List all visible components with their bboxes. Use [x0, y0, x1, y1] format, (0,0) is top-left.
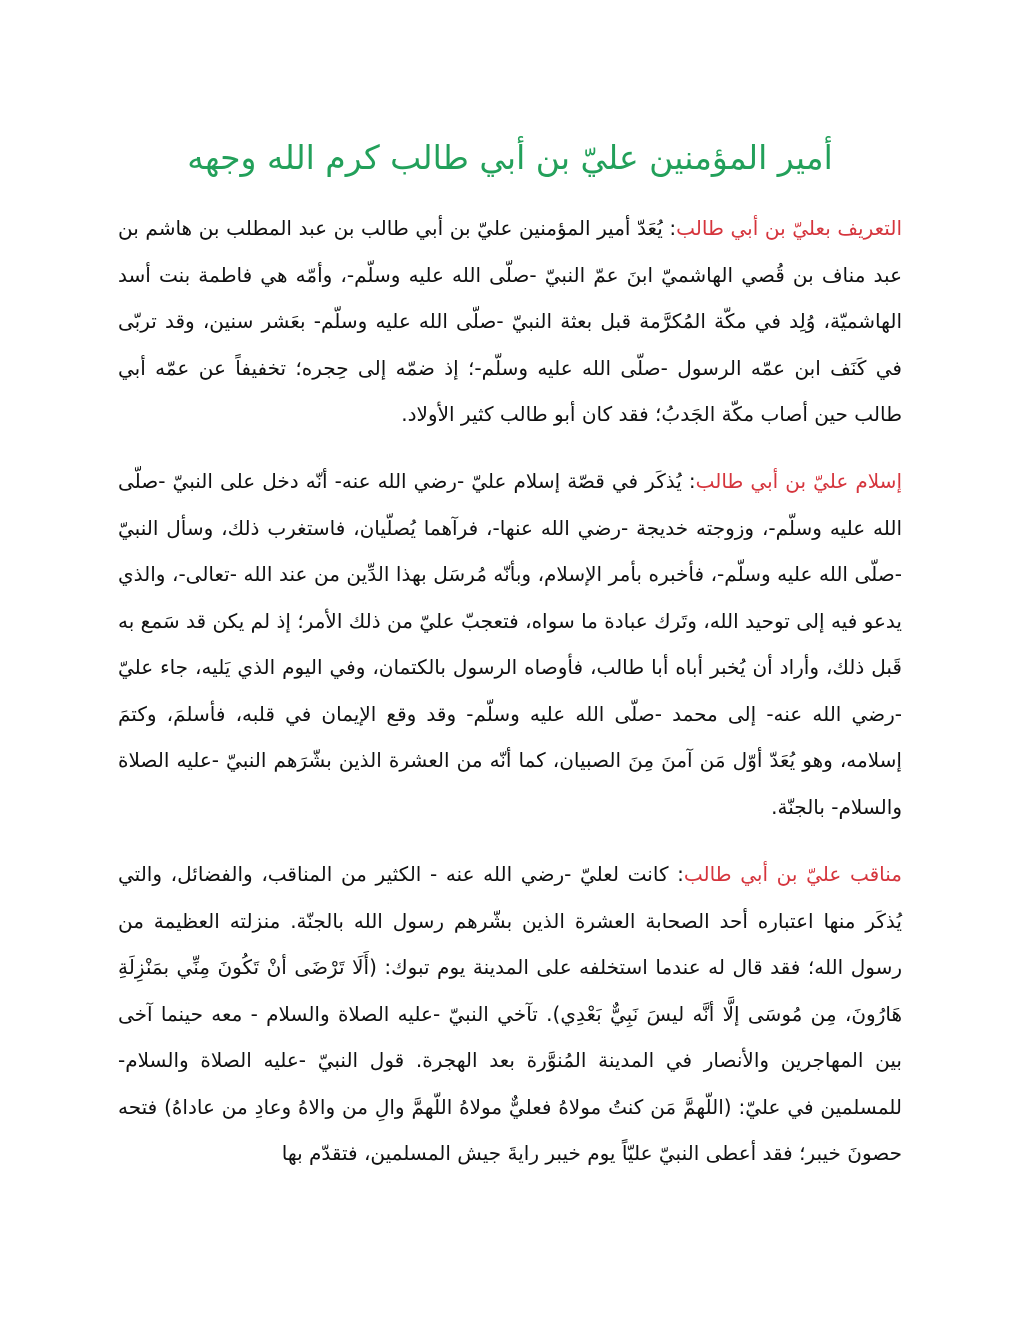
- section-introduction: [118, 205, 902, 438]
- section-body-introduction: : يُعَدّ أمير المؤمنين عليّ بن أبي طالب بن عبد المطلب بن هاشم بن عبد مناف بن قُصي الهاشميّ ابنَ عمّ النبيّ -صلّى الله عليه وسلّم-، وأمّه هي فاطمة بنت أسد الهاشميّة، وُلِد في مكّة المُكرَّمة قبل بعثة النبيّ -صلّى الله عليه وسلّم- بعَشر سنين، وقد تربّى في كَنَف ابن عمّه الرسول -صلّى الله عليه وسلّم-؛ إذ ضمّه إلى حِجره؛ تخفيفاً عن عمّه أبي طالب حين أصاب مكّة الجَدبُ؛ فقد كان أبو طالب كثير الأولاد.: [118, 216, 902, 426]
- section-heading-virtues: مناقب عليّ بن أبي طالب: [683, 862, 902, 886]
- page-title: أمير المؤمنين عليّ بن أبي طالب كرم الله وجهه: [187, 138, 833, 177]
- section-conversion: [118, 458, 902, 830]
- section-heading-introduction: التعريف بعليّ بن أبي طالب: [676, 216, 902, 240]
- section-body-virtues: : كانت لعليّ -رضي الله عنه - الكثير من المناقب، والفضائل، والتي يُذكَر منها اعتباره أحد الصحابة العشرة الذين بشّرهم رسول الله بالجنّة. منزلته العظيمة من رسول الله؛ فقد قال له عندما استخلفه على المدينة يوم تبوك: (أَلَا تَرْضَى أنْ تَكُونَ مِنِّي بمَنْزِلَةِ هَارُونَ، مِن مُوسَى إلَّا أنَّه ليسَ نَبِيٌّ بَعْدِي). تآخي النبيّ -عليه الصلاة والسلام - معه حينما آخى بين المهاجرين والأنصار في المدينة المُنوَّرة بعد الهجرة. قول النبيّ -عليه الصلاة والسلام- للمسلمين في عليّ: (اللّهمَّ مَن كنتُ مولاهُ فعليٌّ مولاهُ اللّهمَّ والِ من والاهُ وعادِ من عاداهُ) فتحه حصونَ خيبر؛ فقد أعطى النبيّ عليّاً يوم خيبر رايةَ جيش المسلمين، فتقدّم بها: [118, 862, 902, 1165]
- section-virtues: [118, 851, 902, 1177]
- section-body-conversion: : يُذكَر في قصّة إسلام عليّ -رضي الله عنه- أنّه دخل على النبيّ -صلّى الله عليه وسلّم-، وزوجته خديجة -رضي الله عنها-، فرآهما يُصلّيان، فاستغرب ذلك، وسأل النبيّ -صلّى الله عليه وسلّم-، فأخبره بأمر الإسلام، وبأنّه مُرسَل بهذا الدِّين من عند الله -تعالى-، والذي يدعو فيه إلى توحيد الله، وتَرك عبادة ما سواه، فتعجبّ عليّ من ذلك الأمر؛ إذ لم يكن قد سَمع به قَبل ذلك، وأراد أن يُخبر أباه أبا طالب، فأوصاه الرسول بالكتمان، وفي اليوم الذي يَليه، جاء عليّ -رضي الله عنه- إلى محمد -صلّى الله عليه وسلّم- وقد وقع الإيمان في قلبه، فأسلمَ، وكتمَ إسلامه، وهو يُعَدّ أوّل مَن آمنَ مِنَ الصبيان، كما أنّه من العشرة الذين بشّرَهم النبيّ -عليه الصلاة والسلام- بالجنّة.: [118, 469, 902, 819]
- section-heading-conversion: إسلام عليّ بن أبي طالب: [695, 469, 902, 493]
